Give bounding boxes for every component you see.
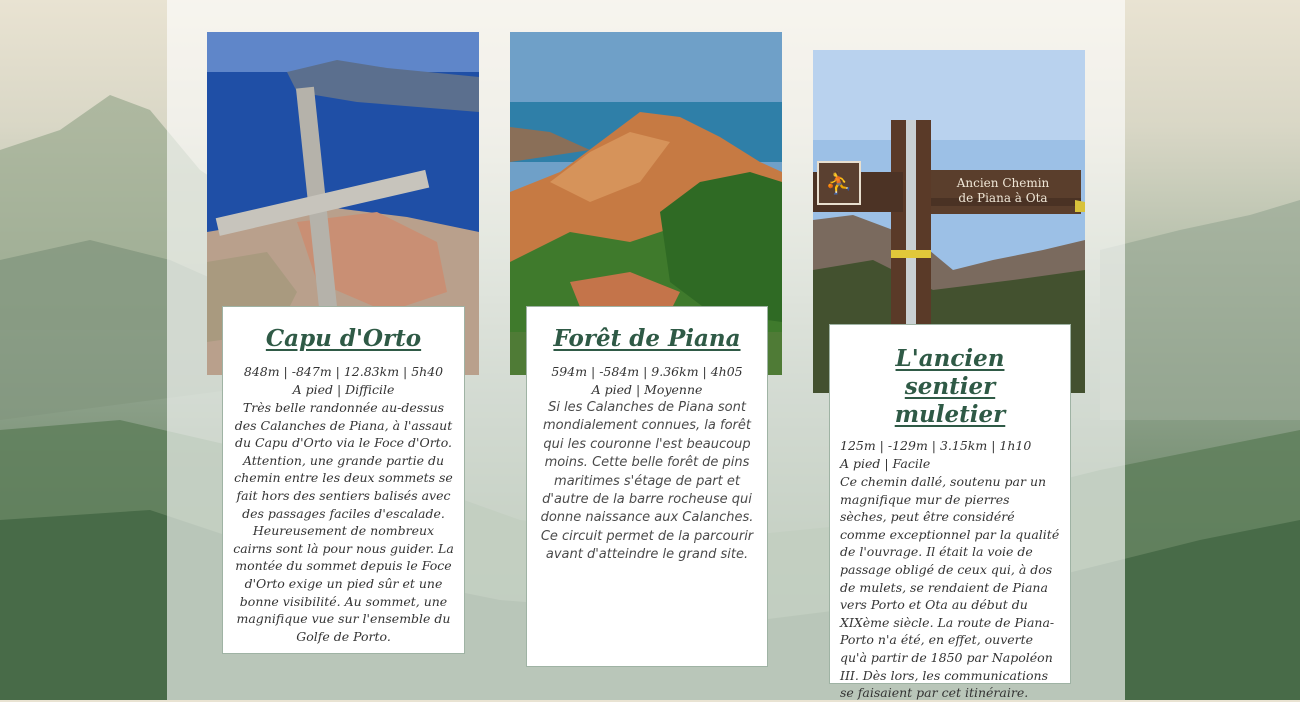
sign-line-2: de Piana à Ota — [958, 191, 1048, 205]
card-stats: 125m | -129m | 3.15km | 1h10 — [840, 438, 1032, 453]
sign-line-1: Ancien Chemin — [956, 176, 1050, 190]
card-capu-dorto[interactable] — [222, 306, 465, 654]
card-mode: A pied | Difficile — [292, 382, 395, 397]
card-description: Très belle randonnée au-dessus des Calanches de Piana, à l'assaut du Capu d'Orto via le Foce d'Orto. Attention, une grande partie du chemin entre les deux sommets se fait hors des sentiers balisés avec des passages faciles d'escalade. Heureusement de nombreux cairns sont là pour nous guider. La montée du sommet depuis le Foce d'Orto exige un pied sûr et une bonne visibilité. Au sommet, une magnifique vue sur l'ensemble du Golfe de Porto. — [233, 400, 454, 644]
card-stats: 848m | -847m | 12.83km | 5h40 — [243, 364, 444, 379]
hiker-icon: ⛹ — [825, 171, 853, 196]
card-ancien-sentier[interactable] — [829, 324, 1071, 701]
card-title[interactable]: L'ancien sentier muletier — [894, 345, 1006, 428]
card-description: Ce chemin dallé, soutenu par un magnifique mur de pierres sèches, peut être considéré comme exceptionnel par la qualité de l'ouvrage. Il était la voie de passage obligé de ceux qui, à dos de mulets, se rendaient de Piana vers Porto et Ota au début du XIXème siècle. La route de Piana-Porto n'a été, en effet, ouverte qu'à partir de 1850 par Napoléon III. Dès lors, les communications se faisaient par cet itinéraire. — [840, 474, 1060, 701]
card-stats: 594m | -584m | 9.36km | 4h05 — [551, 364, 743, 379]
card-foret-de-piana[interactable] — [526, 306, 768, 667]
card-title[interactable]: Forêt de Piana — [553, 325, 741, 352]
card-title[interactable]: Capu d'Orto — [265, 325, 422, 352]
card-description: Si les Calanches de Piana sont mondialement connues, la forêt qui les couronne l'est beaucoup moins. Cette belle forêt de pins maritimes s'étage de part et d'autre de la barre rocheuse qui donne naissance aux Calanches. Ce circuit permet de la parcourir avant d'atteindre le grand site. — [540, 400, 754, 563]
card-mode: A pied | Moyenne — [591, 382, 703, 397]
sign-label — [937, 176, 1069, 206]
card-mode: A pied | Facile — [840, 456, 931, 471]
